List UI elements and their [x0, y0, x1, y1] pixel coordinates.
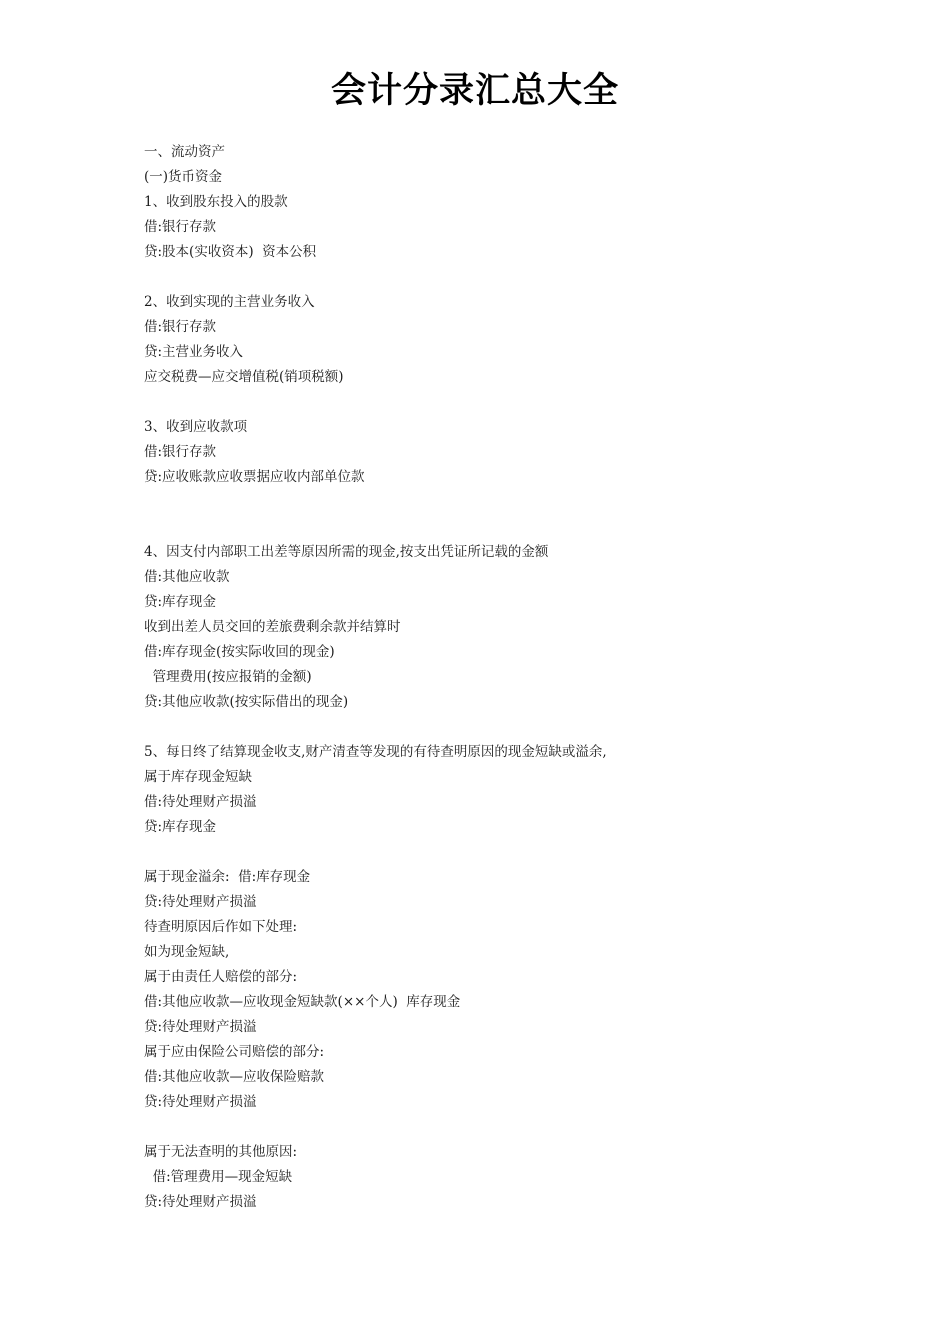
text-line: 收到出差人员交回的差旅费剩余款并结算时	[144, 619, 401, 635]
text-line: 属于现金溢余: 借:库存现金	[144, 869, 311, 885]
text-line: 贷:其他应收款(按实际借出的现金)	[144, 694, 349, 710]
text-line: 属于由责任人赔偿的部分:	[144, 969, 298, 985]
text-line: 4、因支付内部职工出差等原因所需的现金,按支出凭证所记载的金额	[144, 544, 549, 560]
text-line: 贷:应收账款应收票据应收内部单位款	[144, 469, 365, 485]
text-line: 属于无法查明的其他原因:	[144, 1144, 298, 1160]
text-line: 借:管理费用—现金短缺	[144, 1169, 293, 1185]
blank-line	[144, 1115, 864, 1140]
text-line: 1、收到股东投入的股款	[144, 194, 288, 210]
text-line: 5、每日终了结算现金收支,财产清查等发现的有待查明原因的现金短缺或溢余,	[144, 744, 607, 760]
text-line: 贷:待处理财产损溢	[144, 1194, 257, 1210]
text-line: (一)货币资金	[144, 169, 223, 185]
text-line: 贷:待处理财产损溢	[144, 1094, 257, 1110]
text-line: 应交税费—应交增值税(销项税额)	[144, 369, 344, 385]
blank-line	[144, 515, 864, 540]
text-line: 一、流动资产	[144, 144, 225, 160]
text-line: 属于库存现金短缺	[144, 769, 252, 785]
text-line: 贷:待处理财产损溢	[144, 894, 257, 910]
document-title: 会计分录汇总大全	[330, 71, 619, 111]
text-line: 借:银行存款	[144, 444, 217, 460]
text-line: 如为现金短缺,	[144, 944, 230, 960]
text-line: 贷:主营业务收入	[144, 344, 244, 360]
text-line: 贷:库存现金	[144, 819, 217, 835]
blank-line	[144, 390, 864, 415]
text-line: 借:银行存款	[144, 219, 217, 235]
blank-line	[144, 265, 864, 290]
blank-line	[144, 840, 864, 865]
text-line: 贷:待处理财产损溢	[144, 1019, 257, 1035]
blank-line	[144, 715, 864, 740]
text-line: 借:待处理财产损溢	[144, 794, 257, 810]
text-line: 借:其他应收款—应收现金短缺款(××个人) 库存现金	[144, 994, 461, 1010]
text-line: 借:其他应收款—应收保险赔款	[144, 1069, 325, 1085]
text-line: 借:银行存款	[144, 319, 217, 335]
text-line: 属于应由保险公司赔偿的部分:	[144, 1044, 325, 1060]
text-line: 借:库存现金(按实际收回的现金)	[144, 644, 335, 660]
document-body	[144, 140, 864, 1215]
text-line: 贷:库存现金	[144, 594, 217, 610]
text-line: 贷:股本(实收资本) 资本公积	[144, 244, 317, 260]
text-line: 待查明原因后作如下处理:	[144, 919, 298, 935]
text-line: 3、收到应收款项	[144, 419, 248, 435]
text-line: 借:其他应收款	[144, 569, 230, 585]
blank-line	[144, 490, 864, 515]
text-line: 管理费用(按应报销的金额)	[144, 669, 312, 685]
text-line: 2、收到实现的主营业务收入	[144, 294, 315, 310]
